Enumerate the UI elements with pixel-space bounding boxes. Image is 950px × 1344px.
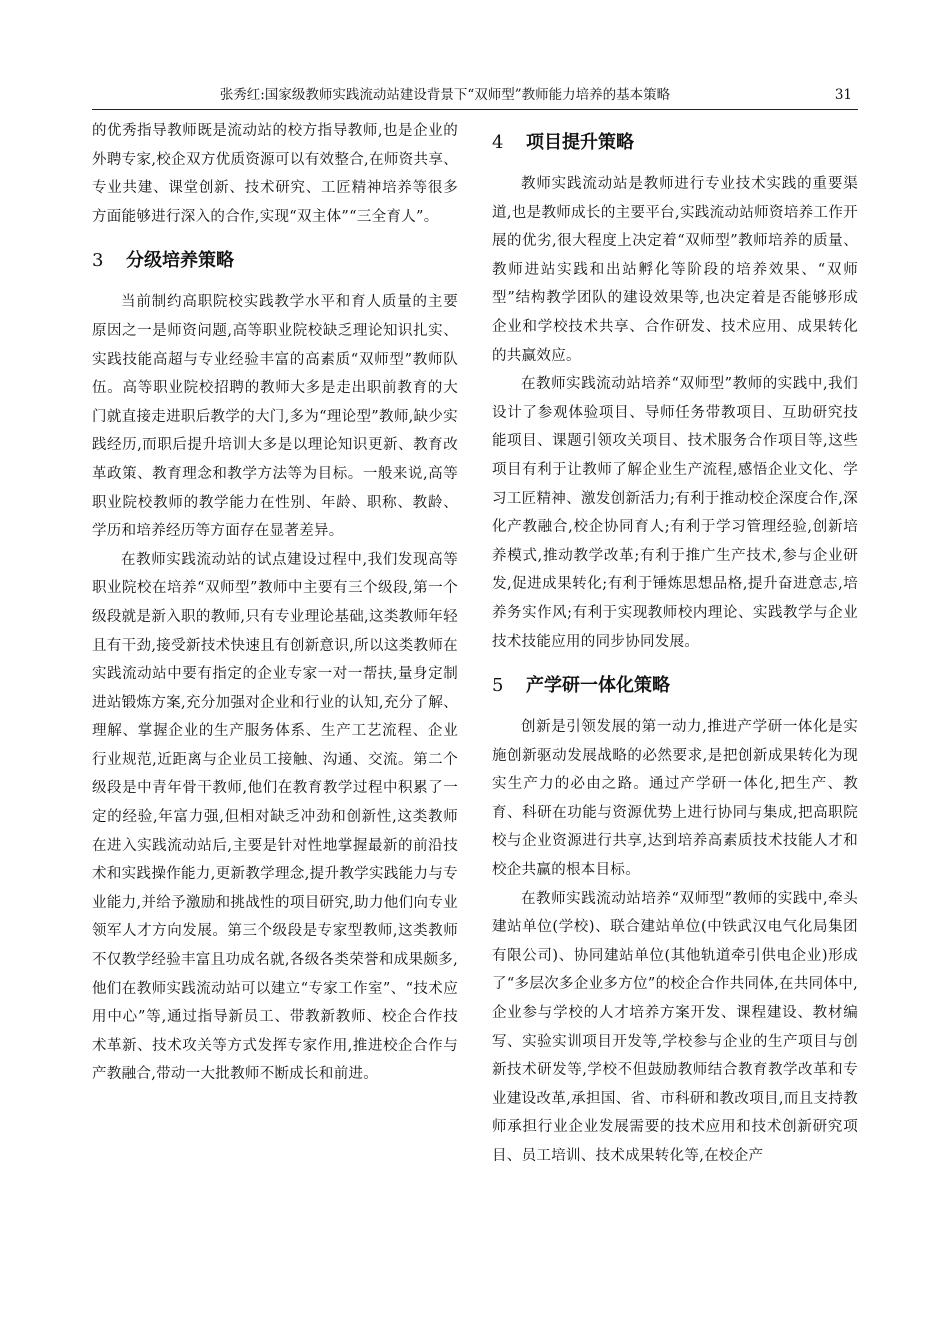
right-column — [492, 117, 858, 1171]
section-3-paragraph: 当前制约高职院校实践教学水平和育人质量的主要原因之一是师资问题,高等职业院校缺乏理论知识扎实、实践技能高超与专业经验丰富的高素质“双师型”教师队伍。高等职业院校招聘的教师大多是走出职前教育的大门就直接走进职后教学的大门,多为“理论型”教师,缺少实践经历,而职后提升培训大多是以理论知识更新、教育改革政策、教育理念和教学方法等为目标。一般来说,高等职业院校教师的教学能力在性别、年龄、职称、教龄、学历和培养经历等方面存在显著差异。 — [92, 294, 458, 540]
section-3-number: 3 — [92, 250, 104, 272]
header-rule — [92, 109, 858, 110]
intro-paragraph: 的优秀指导教师既是流动站的校方指导教师,也是企业的外聘专家,校企双方优质资源可以有效整合,在师资共享、专业共建、课堂创新、技术研究、工匠精神培养等很多方面能够进行深入的合作,实现“双主体”“三全育人”。 — [92, 123, 458, 225]
section-4-title: 项目提升策略 — [526, 132, 634, 153]
left-column — [92, 117, 458, 1089]
running-title: 张秀红:国家级教师实践流动站建设背景下“双师型”教师能力培养的基本策略 — [219, 87, 671, 103]
section-3-paragraph: 在教师实践流动站的试点建设过程中,我们发现高等职业院校在培养“双师型”教师中主要有三个级段,第一个级段就是新入职的教师,只有专业理论基础,这类教师年轻且有干劲,接受新技术快速且有创新意识,所以这类教师在实践流动站中要有指定的企业专家一对一帮扶,量身定制进站锻炼方案,充分加强对企业和行业的认知,充分了解、理解、掌握企业的生产服务体系、生产工艺流程、企业行业规范,近距离与企业员工接触、沟通、交流。第二个级段是中青年骨干教师,他们在教育教学过程中积累了一定的经验,年富力强,但相对缺乏冲劲和创新性,这类教师在进入实践流动站后,主要是针对性地掌握最新的前沿技术和实践操作能力,更新教学理念,提升教学实践能力与专业能力,并给予激励和挑战性的项目研究,助力他们向专业领军人才方向发展。第三个级段是专家型教师,这类教师不仅教学经验丰富且功成名就,各级各类荣誉和成果颇多,他们在教师实践流动站可以建立“专家工作室”、“技术应用中心”等,通过指导新员工、带教新教师、校企合作技术革新、技术攻关等方式发挥专家作用,推进校企合作与产教融合,带动一大批教师不断成长和前进。 — [92, 551, 458, 1083]
section-4-number: 4 — [492, 132, 504, 153]
section-5-title: 产学研一体化策略 — [526, 675, 670, 697]
section-5-number: 5 — [492, 675, 504, 697]
section-5-heading — [492, 672, 858, 700]
section-5-paragraph: 创新是引领发展的第一动力,推进产学研一体化是实施创新驱动发展战略的必然要求,是把创新成果转化为现实生产力的必由之路。通过产学研一体化,把生产、教育、科研在功能与资源优势上进行协同与集成,把高职院校与企业资源进行共享,达到培养高素质技术技能人才和校企共赢的根本目标。 — [492, 719, 858, 879]
section-4-heading — [492, 129, 858, 157]
section-4-paragraph: 在教师实践流动站培养“双师型”教师的实践中,我们设计了参观体验项目、导师任务带教项目、互助研究技能项目、课题引领攻关项目、技术服务合作项目等,这些项目有利于让教师了解企业生产流程,感悟企业文化、学习工匠精神、激发创新活力;有利于推动校企深度合作,深化产教融合,校企协同育人;有利于学习管理经验,创新培养模式,推动教学改革;有利于推广生产技术,参与企业研发,促进成果转化;有利于锤炼思想品格,提升奋进意志,培养务实作风;有利于实现教师校内理论、实践教学与企业技术技能应用的同步协同发展。 — [492, 376, 858, 650]
section-3-heading — [92, 247, 458, 275]
section-4-paragraph: 教师实践流动站是教师进行专业技术实践的重要渠道,也是教师成长的主要平台,实践流动站师资培养工作开展的优劣,很大程度上决定着“双师型”教师培养的质量、教师进站实践和出站孵化等阶段的培养效果、“双师型”结构教学团队的建设效果等,也决定着是否能够形成企业和学校技术共享、合作研发、技术应用、成果转化的共赢效应。 — [492, 176, 858, 364]
running-header — [92, 85, 858, 105]
page-number: 31 — [834, 87, 852, 103]
section-5-paragraph: 在教师实践流动站培养“双师型”教师的实践中,牵头建站单位(学校)、联合建站单位(中铁武汉电气化局集团有限公司)、协同建站单位(其他轨道牵引供电企业)形成了“多层次多企业多方位”的校企合作共同体,在共同体中,企业参与学校的人才培养方案开发、课程建设、教材编写、实验实训项目开发等,学校参与企业的生产项目与创新技术研发等,学校不但鼓励教师结合教育教学改革和专业建设改革,承担国、省、市科研和教改项目,而且支持教师承担行业企业发展需要的技术应用和技术创新研究项目、员工培训、技术成果转化等,在校企产 — [492, 890, 858, 1164]
section-3-title: 分级培养策略 — [126, 250, 234, 272]
